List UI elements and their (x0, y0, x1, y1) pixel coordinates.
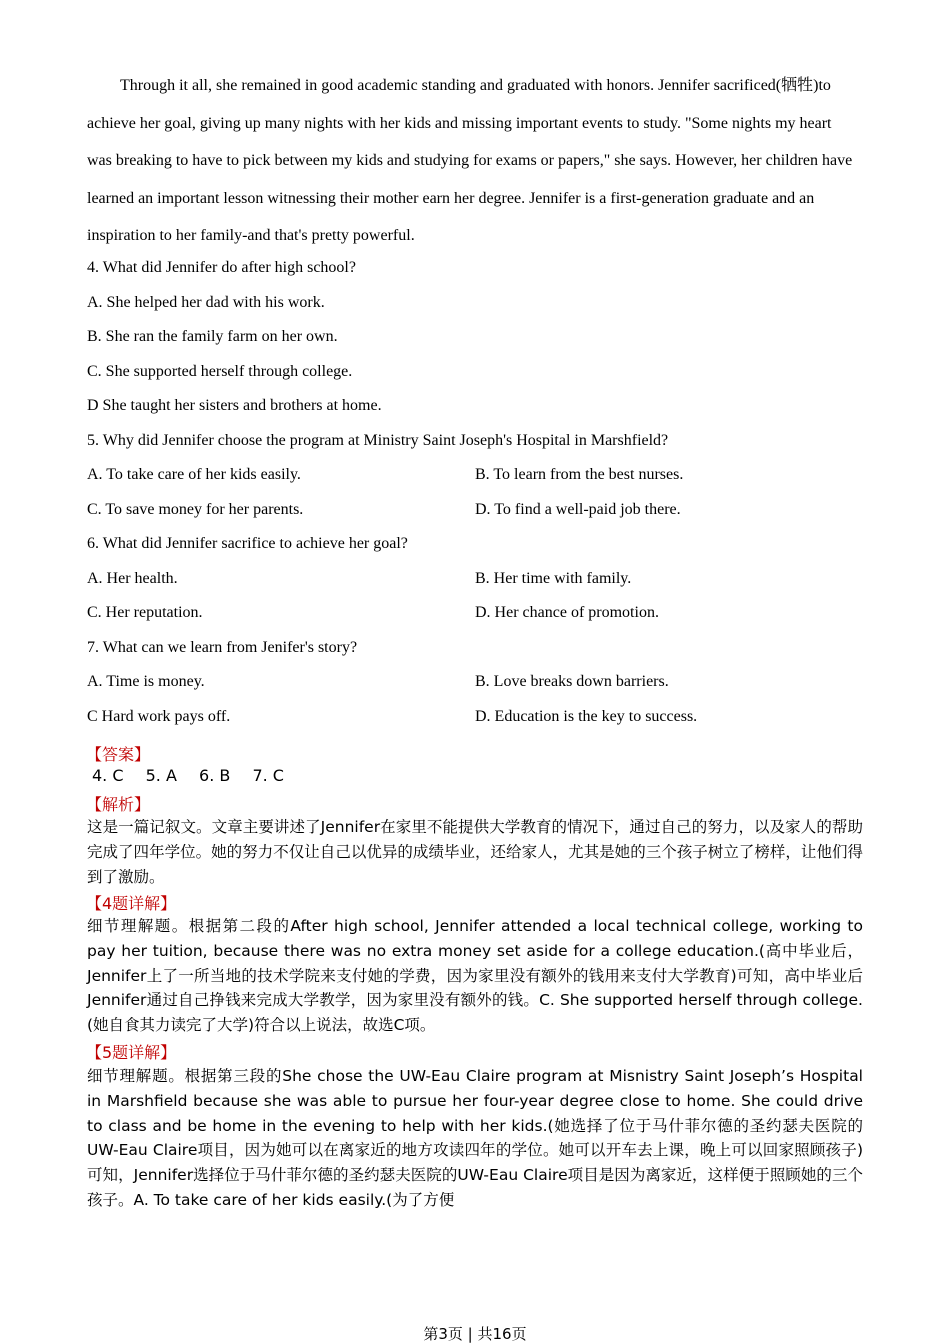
question-5-option-c: C. To save money for her parents. (87, 501, 304, 518)
analysis-text: 这是一篇记叙文。文章主要讲述了Jennifer在家里不能提供大学教育的情况下，通过自己的努力，以及家人的帮助完成了四年学位。她的努力不仅让自己以优异的成绩毕业，还给家人，尤其是她的三个孩子树立了榜样，让他们得到了激励。 (87, 818, 863, 886)
question-6-option-a: A. Her health. (87, 570, 178, 587)
page-footer: 第3页 | 共16页 (423, 1325, 527, 1343)
question-4-option-b: B. She ran the family farm on her own. (87, 328, 338, 345)
question-6-stem: 6. What did Jennifer sacrifice to achieve her goal? (87, 535, 408, 552)
question-4-option-a: A. She helped her dad with his work. (87, 294, 325, 311)
question-7-option-a: A. Time is money. (87, 673, 205, 690)
question-6-option-c: C. Her reputation. (87, 604, 203, 621)
passage-paragraph (87, 67, 857, 255)
question-6-option-b: B. Her time with family. (475, 570, 632, 587)
answer-5: 5. A (145, 766, 177, 785)
detail-5-text: 细节理解题。根据第三段的She chose the UW-Eau Claire program at Misnistry Saint Joseph’s Hospital in Marshfield because she was able to pursue her four-year degree close to home. She could drive to class and be home in the evening to help with her kids.(她选择了位于马什菲尔德的圣约瑟夫医院的UW-Eau Claire项目，因为她可以在离家近的地方攻读四年的学位。她可以开车去上课，晚上可以回家照顾孩子)可知，Jennifer选择位于马什菲尔德的圣约瑟夫医院的UW-Eau Claire项目是因为离家近，这样便于照顾她的三个孩子。A. To take care of her kids easily.(为了方便 (87, 1067, 863, 1209)
answer-list (92, 766, 301, 785)
detail-5-heading: 【5题详解】 (86, 1043, 177, 1062)
passage-paragraph-text: Through it all, she remained in good academic standing and graduated with honors. Jennifer sacrificed(牺牲)to achieve her goal, giving up many nights with her kids and missing important events to study. "Some nights my heart was breaking to have to pick between my kids and studying for exams or papers," she says. However, her children have learned an important lesson witnessing their mother earn her degree. Jennifer is a first-generation graduate and an inspiration to her family-and that's pretty powerful. (87, 77, 853, 244)
question-4-option-c: C. She supported herself through college. (87, 363, 353, 380)
answer-heading: 【答案】 (86, 745, 151, 764)
question-6-option-d: D. Her chance of promotion. (475, 604, 659, 621)
question-7-option-d: D. Education is the key to success. (475, 708, 698, 725)
question-5-stem: 5. Why did Jennifer choose the program at Ministry Saint Joseph's Hospital in Marshfield? (87, 432, 669, 449)
question-7-option-c: C Hard work pays off. (87, 708, 231, 725)
question-4-option-d: D She taught her sisters and brothers at home. (87, 397, 382, 414)
question-4-stem: 4. What did Jennifer do after high school? (87, 259, 356, 276)
question-5-option-b: B. To learn from the best nurses. (475, 466, 684, 483)
analysis-heading: 【解析】 (86, 795, 151, 814)
detail-4-heading: 【4题详解】 (86, 894, 177, 913)
question-7-stem: 7. What can we learn from Jenifer's story? (87, 639, 358, 656)
question-5-option-a: A. To take care of her kids easily. (87, 466, 301, 483)
answer-4: 4. C (92, 766, 124, 785)
answer-6: 6. B (199, 766, 231, 785)
detail-4-text: 细节理解题。根据第二段的After high school, Jennifer attended a local technical college, working to pay her tuition, because there was no extra money set aside for a college education.(高中毕业后，Jennifer上了一所当地的技术学院来支付她的学费，因为家里没有额外的钱用来支付大学教育)可知，高中毕业后Jennifer通过自己挣钱来完成大学教学，因为家里没有额外的钱。C. She supported herself through college.(她自食其力读完了大学)符合以上说法，故选C项。 (87, 917, 863, 1035)
answer-7: 7. C (252, 766, 284, 785)
question-5-option-d: D. To find a well-paid job there. (475, 501, 681, 518)
question-7-option-b: B. Love breaks down barriers. (475, 673, 669, 690)
